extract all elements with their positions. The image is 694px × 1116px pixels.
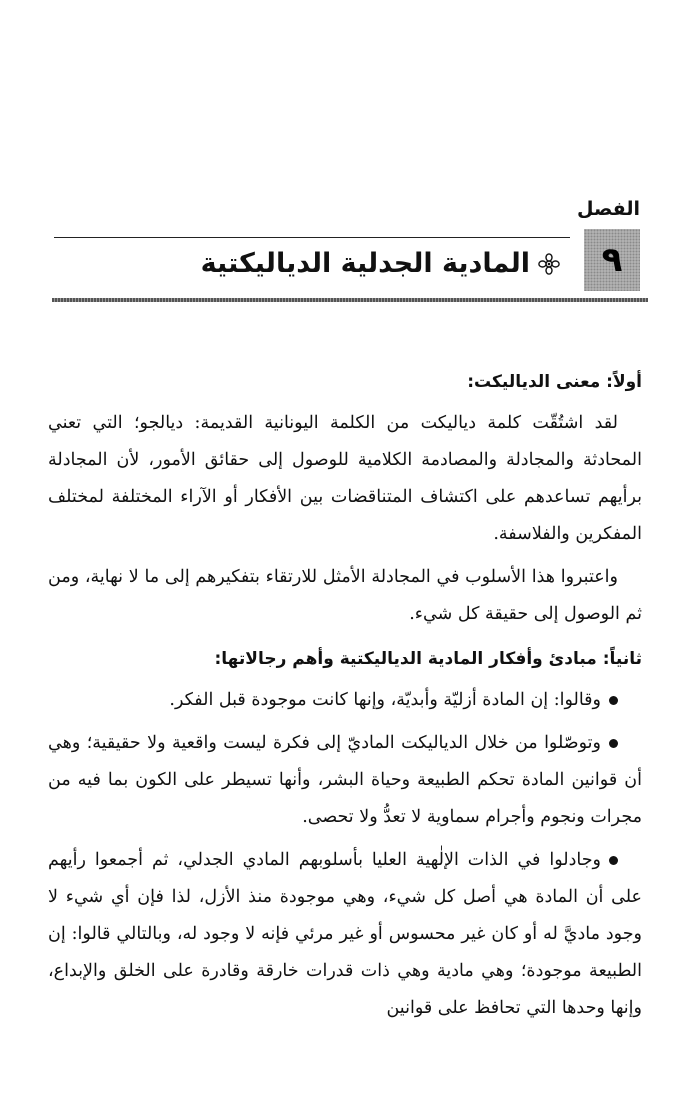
- bullet-item-3: [48, 842, 642, 1027]
- header-top-rule: [54, 237, 570, 238]
- section1-paragraph-2: واعتبروا هذا الأسلوب في المجادلة الأمثل للارتقاء بتفكيرهم إلى ما لا نهاية، ومن ثم الوصول إلى حقيقة كل شيء.: [48, 567, 642, 624]
- section1-paragraph-1: لقد اشتُقّت كلمة دياليكت من الكلمة اليونانية القديمة: ديالجو؛ التي تعني المحادثة والمجادلة والمصادمة الكلامية للوصول إلى حقائق الأمور، لأن المجادلة برأيهم تساعدهم على اكتشاف المتناقضات بين الأفكار أو الآراء المختلفة لمختلف المفكرين والفلاسفة.: [48, 413, 642, 544]
- chapter-label: الفصل: [576, 198, 640, 220]
- bullet-text-2: وتوصّلوا من خلال الدياليكت الماديّ إلى فكرة ليست واقعية ولا حقيقية؛ وهي أن قوانين المادة تحكم الطبيعة وحياة البشر، وأنها تسيطر على الكون بما فيه من مجرات ونجوم وأجرام سماوية لا تعدُّ ولا تحصى.: [48, 733, 642, 827]
- bullet-item-1: [48, 682, 642, 719]
- header-bottom-rule: [52, 298, 648, 302]
- bullet-item-2: [48, 725, 642, 836]
- chapter-number-box: [584, 229, 640, 291]
- bullet-text-1: وقالوا: إن المادة أزليّة وأبديّة، وإنها كانت موجودة قبل الفكر.: [169, 690, 601, 710]
- flower-ornament-icon: [538, 253, 560, 275]
- bullet-dot-icon: [609, 696, 618, 705]
- chapter-number: ٩: [601, 240, 623, 280]
- section1-heading: أولاً: معنى الدياليكت:: [467, 372, 642, 392]
- page-body: [48, 362, 642, 1033]
- chapter-title-row: [201, 248, 560, 279]
- bullet-dot-icon: [609, 739, 618, 748]
- chapter-title: المادية الجدلية الدياليكتية: [200, 248, 530, 279]
- section2-heading: ثانياً: مبادئ وأفكار المادية الدياليكتية وأهم رجالاتها:: [214, 649, 642, 669]
- bullet-text-3: وجادلوا في الذات الإلٰهية العليا بأسلوبهم المادي الجدلي، ثم أجمعوا رأيهم على أن المادة هي أصل كل شيء، وهي موجودة منذ الأزل، لذا فإن أي شيء لا وجود ماديَّ له أو كان غير محسوس أو غير مرئي فإنه لا وجود له، وبالتالي قالوا: إن الطبيعة موجودة؛ وهي مادية وهي ذات قدرات خارقة وقادرة على الخلق والإبداع، وإنها وحدها التي تحافظ على قوانين: [48, 850, 642, 1018]
- bullet-dot-icon: [609, 856, 618, 865]
